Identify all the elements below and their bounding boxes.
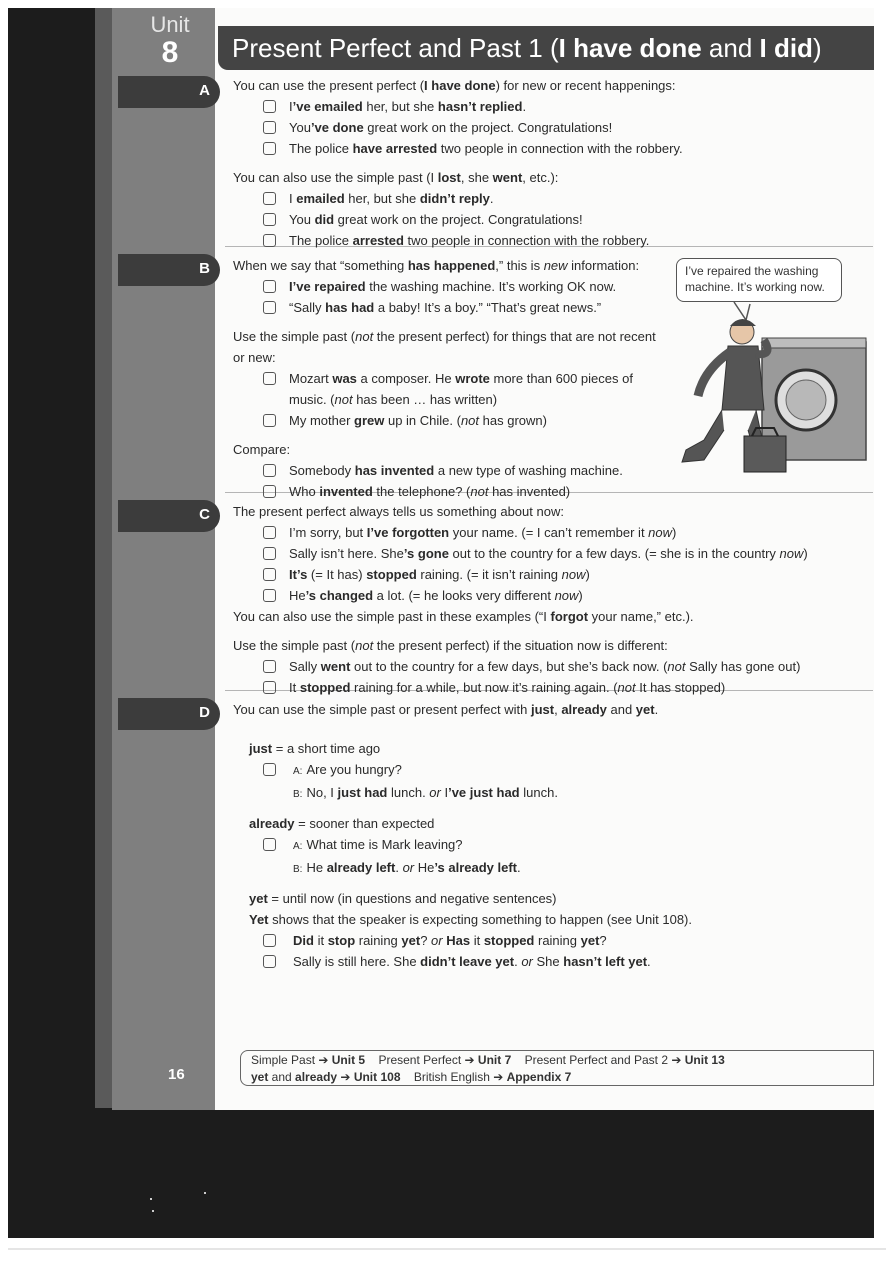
text: ) xyxy=(672,525,677,540)
text: a lot. (= he looks very different xyxy=(373,588,555,603)
section-tab-a xyxy=(118,76,220,108)
text: . xyxy=(654,702,659,717)
bold-text: yet xyxy=(580,933,600,948)
text: a new type of washing machine. xyxy=(434,463,623,478)
bold-text: just xyxy=(530,702,555,717)
arrow-icon: ➔ xyxy=(668,1053,685,1067)
section-a xyxy=(233,76,863,252)
text: I xyxy=(440,785,449,800)
title-text-end: ) xyxy=(812,33,822,63)
text: Mozart xyxy=(289,371,333,386)
unit-number: 8 xyxy=(161,36,179,69)
text: She xyxy=(532,954,564,969)
bold-text: didn’t reply xyxy=(419,191,490,206)
bold-text: forgot xyxy=(550,609,589,624)
example-item xyxy=(233,482,863,501)
text: out to the country for a few days, but she’s back now. ( xyxy=(350,659,668,674)
italic-text: or xyxy=(521,954,533,969)
section-letter: D xyxy=(199,704,210,721)
cross-reference-row xyxy=(251,1069,863,1086)
example-item xyxy=(233,931,863,950)
text: = until now (in questions and negative sentences) xyxy=(267,891,557,906)
text: great work on the project. Congratulations! xyxy=(334,212,583,227)
text: . xyxy=(514,954,522,969)
text: more than 600 pieces of xyxy=(489,371,633,386)
text: lunch. xyxy=(519,785,558,800)
example-item xyxy=(233,210,863,229)
ref-text: Simple Past xyxy=(251,1053,316,1067)
yet-definition xyxy=(233,889,863,908)
text: raining xyxy=(355,933,402,948)
link-unit-7[interactable]: Unit 7 xyxy=(477,1053,512,1067)
bold-text: already xyxy=(561,702,607,717)
text: her, but she xyxy=(344,191,420,206)
bold-text: ’s changed xyxy=(305,588,374,603)
example-item xyxy=(233,97,863,116)
text: He xyxy=(289,588,306,603)
section-b-rule-2: or new: xyxy=(233,350,276,365)
bold-text: arrested xyxy=(352,233,404,248)
bold-text: already xyxy=(295,1070,338,1084)
text: ) for new or recent happenings: xyxy=(495,78,676,93)
bold-text: already left xyxy=(326,860,396,875)
text: (= It has) xyxy=(307,567,367,582)
section-tab-d xyxy=(118,698,220,730)
text: ,” this is xyxy=(495,258,544,273)
section-letter: B xyxy=(199,260,210,277)
italic-text: not xyxy=(617,680,636,695)
ref-text: British English xyxy=(413,1070,490,1084)
italic-text: not xyxy=(355,329,374,344)
bold-text: lost xyxy=(437,170,461,185)
bold-text: hasn’t replied xyxy=(437,99,523,114)
bold-text: invented xyxy=(319,484,373,499)
text: the present perfect) if the situation now is different: xyxy=(373,638,668,653)
section-d xyxy=(233,700,863,973)
text: My mother xyxy=(289,413,355,428)
cross-reference-box xyxy=(240,1050,874,1086)
machine-drum xyxy=(786,380,826,420)
text: , xyxy=(554,702,562,717)
bold-text: stopped xyxy=(366,567,417,582)
italic-text: or xyxy=(402,860,415,875)
bold-text: went xyxy=(320,659,351,674)
text: The police xyxy=(289,233,353,248)
section-c-intro: The present perfect always tells us something about now: xyxy=(233,504,564,519)
ref-text: Present Perfect and Past 2 xyxy=(524,1053,669,1067)
text: it xyxy=(313,933,328,948)
text: raining xyxy=(534,933,581,948)
bold-text: yet xyxy=(251,1070,269,1084)
already-definition xyxy=(233,814,863,833)
section-letter: A xyxy=(199,82,210,99)
bold-text: has happened xyxy=(407,258,496,273)
text: has been … has written) xyxy=(352,392,498,407)
text: Sally xyxy=(289,659,321,674)
section-tab-b xyxy=(118,254,220,286)
scan-speck xyxy=(152,1210,154,1212)
text: I xyxy=(289,191,297,206)
bold-text: did xyxy=(314,212,335,227)
title-bold-1: I have done xyxy=(558,33,702,63)
bold-text: yet xyxy=(401,933,421,948)
bold-text: just xyxy=(249,741,273,756)
bold-text: grew xyxy=(354,413,385,428)
example-item xyxy=(233,678,863,697)
text: . xyxy=(489,191,494,206)
example-item xyxy=(233,760,863,781)
speaker-label: A: xyxy=(293,766,303,777)
text: I xyxy=(289,99,293,114)
text: a baby! It’s a boy.” “That’s great news.” xyxy=(374,300,602,315)
text: Somebody xyxy=(289,463,355,478)
arrow-icon: ➔ xyxy=(337,1070,354,1084)
text: ? xyxy=(420,933,432,948)
text: . xyxy=(522,99,527,114)
bold-text: went xyxy=(492,170,523,185)
text: Use the simple past ( xyxy=(233,638,356,653)
text: has invented) xyxy=(488,484,571,499)
text: = a short time ago xyxy=(272,741,381,756)
text: ) xyxy=(585,567,590,582)
text: He xyxy=(306,860,327,875)
section-c xyxy=(233,502,863,699)
bold-text: yet xyxy=(249,891,268,906)
repairman-illustration xyxy=(664,300,868,480)
cross-reference-row xyxy=(251,1052,863,1069)
text: your name,” etc.). xyxy=(588,609,694,624)
text: You can use the simple past or present perfect with xyxy=(233,702,531,717)
text: I’m sorry, but xyxy=(289,525,367,540)
text: . xyxy=(517,860,521,875)
example-item xyxy=(233,118,863,137)
unit-label: Unit xyxy=(150,12,190,37)
just-definition xyxy=(233,739,863,758)
grey-margin-band xyxy=(112,8,230,1110)
bold-text: I’ve repaired xyxy=(289,279,366,294)
section-c-also xyxy=(233,607,863,626)
arrow-icon: ➔ xyxy=(315,1053,332,1067)
bold-text: ’s already left xyxy=(434,860,517,875)
page-title xyxy=(218,26,874,70)
italic-text: now xyxy=(779,546,804,561)
bold-text: ’s gone xyxy=(403,546,449,561)
text: has grown) xyxy=(479,413,547,428)
text: raining for a while, but now it’s raining again. ( xyxy=(350,680,618,695)
text: ? xyxy=(599,933,607,948)
text: great work on the project. Congratulations! xyxy=(363,120,613,135)
bold-text: have arrested xyxy=(352,141,438,156)
link-unit-5[interactable]: Unit 5 xyxy=(331,1053,366,1067)
bold-text: hasn’t left yet xyxy=(563,954,648,969)
bold-text: stopped xyxy=(299,680,351,695)
title-text-mid: and xyxy=(701,33,760,63)
text: He xyxy=(414,860,435,875)
text: Sally isn’t here. She xyxy=(289,546,404,561)
page-number: 16 xyxy=(168,1066,185,1083)
example-item xyxy=(233,139,863,158)
text: a composer. He xyxy=(356,371,456,386)
ref-text: Present Perfect xyxy=(378,1053,462,1067)
text: . xyxy=(647,954,651,969)
person-leg xyxy=(682,410,724,462)
text: lunch. xyxy=(387,785,430,800)
text: ) xyxy=(578,588,583,603)
bold-text: ’ve emailed xyxy=(292,99,363,114)
bold-text: Did xyxy=(293,933,314,948)
text: Are you hungry? xyxy=(306,762,402,777)
text: your name. (= I can’t remember it xyxy=(449,525,649,540)
text: No, I xyxy=(306,785,338,800)
text: ) xyxy=(803,546,808,561)
example-item xyxy=(233,189,863,208)
text: up in Chile. ( xyxy=(384,413,461,428)
bottom-edge xyxy=(8,1248,886,1250)
text: , she xyxy=(460,170,493,185)
title-bold-2: I did xyxy=(759,33,813,63)
text: The police xyxy=(289,141,353,156)
italic-text: not xyxy=(470,484,489,499)
bold-text: didn’t leave yet xyxy=(420,954,515,969)
text: raining. (= it isn’t raining xyxy=(416,567,562,582)
bold-text: just had xyxy=(337,785,388,800)
bold-text: wrote xyxy=(455,371,490,386)
bold-text: stopped xyxy=(483,933,535,948)
section-c-rule xyxy=(233,636,863,655)
text: the present perfect) for things that are not recent xyxy=(373,329,656,344)
text: When we say that “something xyxy=(233,258,408,273)
italic-text: or xyxy=(431,933,443,948)
text: and xyxy=(606,702,636,717)
text: the telephone? ( xyxy=(372,484,471,499)
machine-top xyxy=(762,338,866,348)
text: You can also use the simple past in these examples (“I xyxy=(233,609,551,624)
text: You xyxy=(289,120,311,135)
text: You can also use the simple past (I xyxy=(233,170,438,185)
section-a-intro xyxy=(233,76,863,95)
speaker-label: B: xyxy=(293,789,303,800)
text: out to the country for a few days. (= she is in the country xyxy=(448,546,780,561)
text: Use the simple past ( xyxy=(233,329,356,344)
italic-text: not xyxy=(667,659,686,674)
text: her, but she xyxy=(362,99,438,114)
section-a-intro-2 xyxy=(233,168,863,187)
bold-text: yet xyxy=(635,702,655,717)
text: , etc.): xyxy=(522,170,559,185)
text: two people in connection with the robbery. xyxy=(437,141,683,156)
section-tab-c xyxy=(118,500,220,532)
italic-text: or xyxy=(429,785,441,800)
bold-text: has had xyxy=(325,300,375,315)
italic-text: new xyxy=(543,258,568,273)
example-item xyxy=(233,523,863,542)
example-item xyxy=(233,586,863,605)
text: . xyxy=(395,860,403,875)
text: the washing machine. It’s working OK now. xyxy=(365,279,617,294)
text: It has stopped) xyxy=(635,680,726,695)
example-item xyxy=(233,544,863,563)
bold-text: has invented xyxy=(354,463,435,478)
bold-text: ’ve just had xyxy=(448,785,520,800)
italic-text: now xyxy=(561,567,586,582)
italic-text: now xyxy=(554,588,579,603)
text: = sooner than expected xyxy=(294,816,435,831)
text: You xyxy=(289,212,315,227)
text: Sally has gone out) xyxy=(685,659,801,674)
text: it xyxy=(470,933,484,948)
link-unit-108[interactable]: Unit 108 xyxy=(353,1070,401,1084)
ref-text: and xyxy=(268,1070,296,1084)
toolbox-icon xyxy=(744,436,786,472)
text: two people in connection with the robbery. xyxy=(403,233,650,248)
hair xyxy=(730,319,756,326)
bold-text: I have done xyxy=(424,78,496,93)
italic-text: not xyxy=(460,413,480,428)
text: It xyxy=(289,680,300,695)
bold-text: emailed xyxy=(296,191,345,206)
bold-text: Has xyxy=(446,933,471,948)
arrow-icon: ➔ xyxy=(461,1053,478,1067)
speaker-label: A: xyxy=(293,841,303,852)
example-item xyxy=(233,952,863,971)
bold-text: stop xyxy=(327,933,356,948)
bold-text: already xyxy=(249,816,295,831)
title-text: Present Perfect and Past 1 ( xyxy=(232,33,559,63)
section-d-intro xyxy=(233,700,863,719)
compare-label: Compare: xyxy=(233,442,291,457)
example-item xyxy=(233,565,863,584)
bold-text: ’ve done xyxy=(310,120,364,135)
example-item xyxy=(233,231,863,250)
example-item xyxy=(233,657,863,676)
speaker-label: B: xyxy=(293,864,303,875)
italic-text: now xyxy=(648,525,673,540)
scan-speck xyxy=(204,1192,206,1194)
bold-text: It’s xyxy=(289,567,308,582)
link-unit-13[interactable]: Unit 13 xyxy=(684,1053,725,1067)
yet-note xyxy=(233,910,863,929)
bold-text: was xyxy=(332,371,357,386)
text: information: xyxy=(567,258,640,273)
speech-bubble: I’ve repaired the washing machine. It’s working now. xyxy=(676,258,842,302)
text: Who xyxy=(289,484,320,499)
link-appendix-7[interactable]: Appendix 7 xyxy=(506,1070,572,1084)
arrow-icon: ➔ xyxy=(489,1070,507,1084)
bold-text: I’ve forgotten xyxy=(366,525,450,540)
example-continuation xyxy=(233,858,863,879)
bubble-tail xyxy=(734,302,750,320)
text: You can use the present perfect ( xyxy=(233,78,425,93)
text: What time is Mark leaving? xyxy=(306,837,463,852)
text: shows that the speaker is expecting something to happen (see Unit 108). xyxy=(268,912,692,927)
example-continuation xyxy=(233,783,863,804)
bold-text: Yet xyxy=(249,912,269,927)
section-letter: C xyxy=(199,506,210,523)
italic-text: not xyxy=(355,638,374,653)
scan-speck xyxy=(150,1198,152,1200)
italic-text: not xyxy=(334,392,353,407)
text: music. ( xyxy=(289,392,335,407)
example-item xyxy=(233,835,863,856)
text: Sally is still here. She xyxy=(293,954,421,969)
text: “Sally xyxy=(289,300,326,315)
